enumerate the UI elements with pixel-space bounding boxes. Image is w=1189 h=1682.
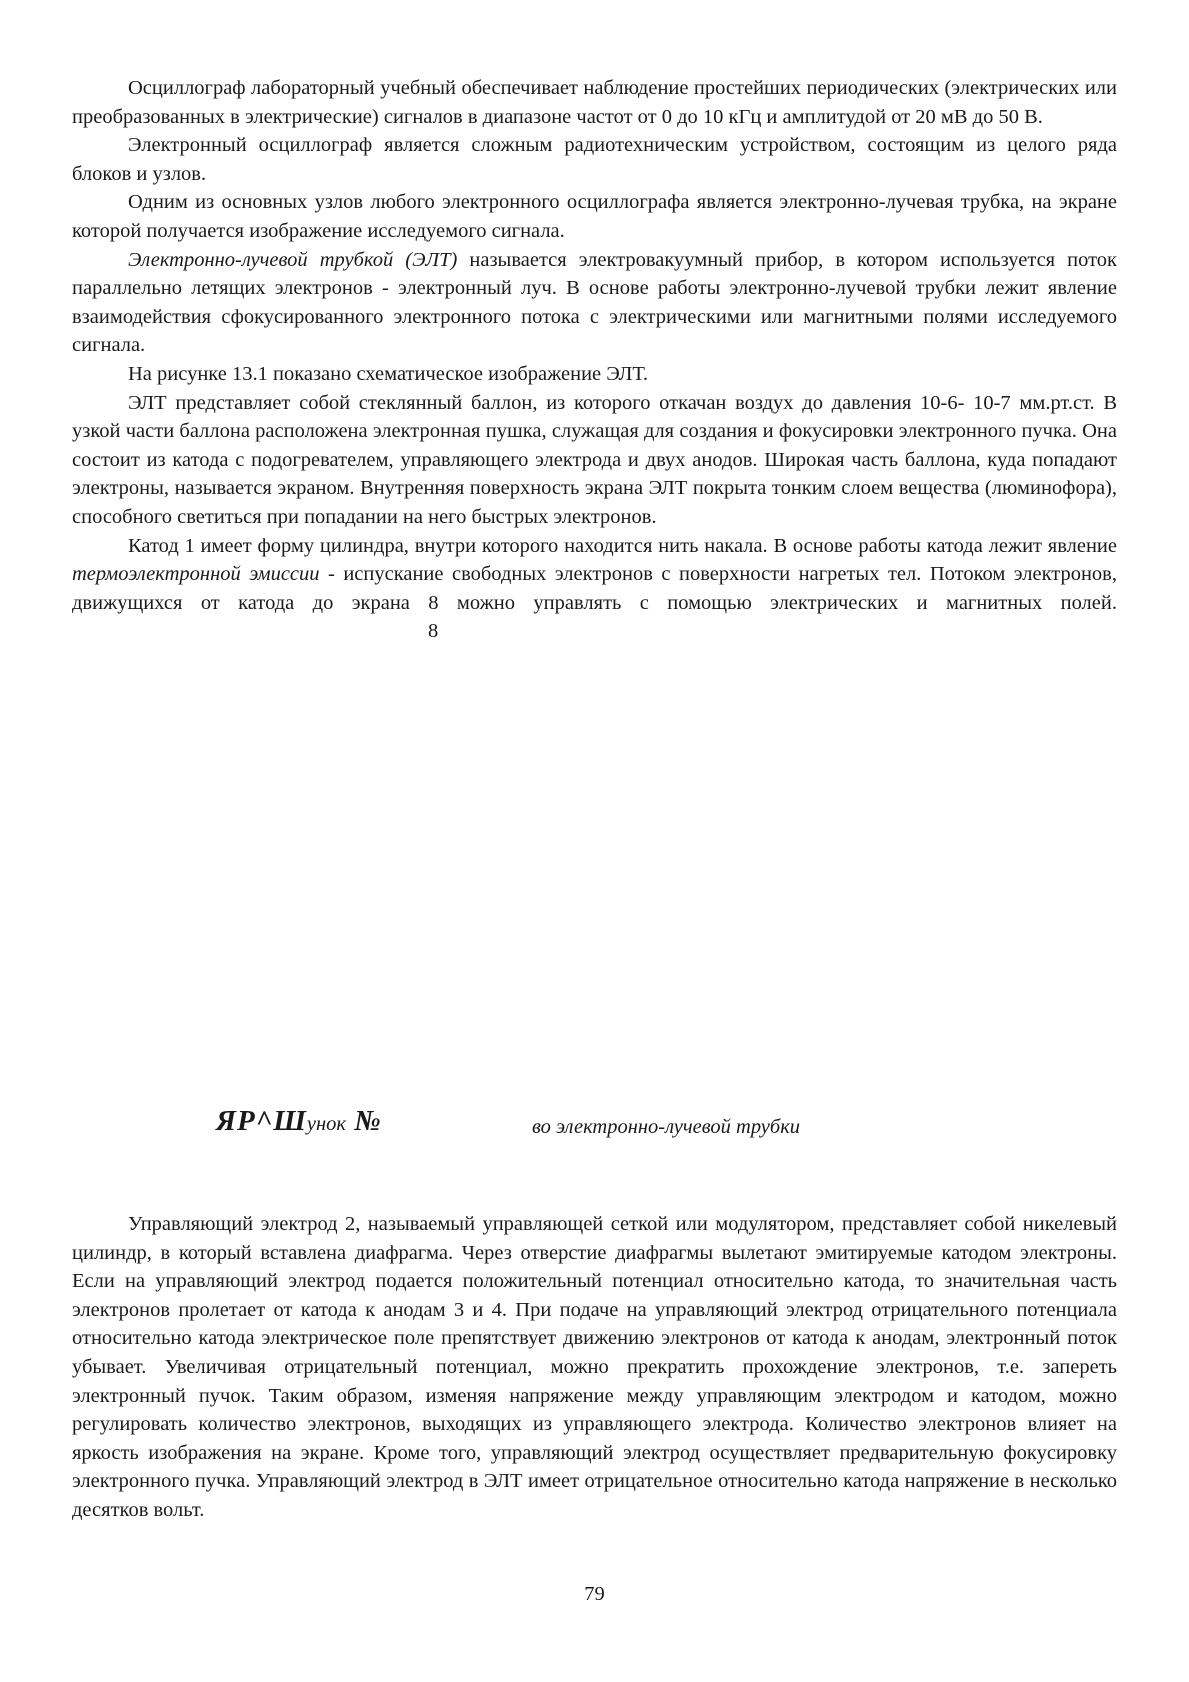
paragraph-1: Осциллограф лабораторный учебный обеспечивает наблюдение простейших периодических (электрических или преобразованных в электрические) сигналов в диапазоне частот от 0 до 10 кГц и амплитудой от 20 мВ до 50 В. — [72, 77, 1117, 128]
caption-tail: во электронно-лучевой трубки — [532, 1116, 801, 1138]
figure-caption — [216, 1107, 382, 1139]
caption-small: унок — [306, 1113, 346, 1135]
paragraph-3: Одним из основных узлов любого электронного осциллографа является электронно-лучевая трубка, на экране которой получается изображение исследуемого сигнала. — [72, 191, 1117, 242]
paragraph-4-rest: называется электровакуумный прибор, в котором используется поток параллельно летящих электронов - электронный луч. В основе работы электронно-лучевой трубки лежит явление взаимодействия сфокусированного электронного потока с электрическими или магнитными полями исследуемого сигнала. — [72, 248, 1117, 357]
top-text-block — [72, 74, 1117, 646]
page-number: 79 — [584, 1583, 605, 1605]
figure-placeholder — [72, 700, 1117, 1080]
paragraph-5: На рисунке 13.1 показано схематическое изображение ЭЛТ. — [128, 362, 649, 385]
paragraph-7 — [72, 532, 1117, 646]
paragraph-7-b: - испускание свободных электронов с поверхности нагретых тел. Потоком электронов, движущихся от катода до экрана 8 можно управлять с помощью электрических и магнитных полей. — [72, 563, 1117, 614]
figure-marker: 8 — [428, 620, 439, 643]
caption-number-sign: № — [345, 1105, 382, 1137]
paragraph-7-a: Катод 1 имеет форму цилиндра, внутри которого находится нить накала. В основе работы катода лежит явление — [128, 534, 1117, 557]
bottom-text-block — [72, 1210, 1117, 1525]
term-elt: Электронно-лучевой трубкой (ЭЛТ) — [128, 248, 458, 271]
paragraph-4 — [72, 246, 1117, 360]
paragraph-6: ЭЛТ представляет собой стеклянный баллон, из которого откачан воздух до давления 10-6- 10-7 мм.рт.ст. В узкой части баллона расположена электронная пушка, служащая для создания и фокусировки электронного пучка. Она состоит из катода с подогревателем, управляющего электрода и двух анодов. Широкая часть баллона, куда попадают электроны, называется экраном. Внутренняя поверхность экрана ЭЛТ покрыта тонким слоем вещества (люминофора), способного светиться при попадании на него быстрых электронов. — [72, 391, 1117, 528]
caption-bold: ЯР^Ш — [216, 1105, 307, 1137]
term-thermionic-emission: термоэлектронной эмиссии — [72, 563, 320, 586]
paragraph-8: Управляющий электрод 2, называемый управляющей сеткой или модулятором, представляет собой никелевый цилиндр, в который вставлена диафрагма. Через отверстие диафрагмы вылетают эмитируемые катодом электроны. Если на управляющий электрод подается положительный потенциал относительно катода, то значительная часть электронов пролетает от катода к анодам 3 и 4. При подаче на управляющий электрод отрицательного потенциала относительно катода электрическое поле препятствует движению электронов от катода к анодам, электронный поток убывает. Увеличивая отрицательный потенциал, можно прекратить прохождение электронов, т.е. запереть электронный пучок. Таким образом, изменяя напряжение между управляющим электродом и катодом, можно регулировать количество электронов, выходящих из управляющего электрода. Количество электронов влияет на яркость изображения на экране. Кроме того, управляющий электрод осуществляет предварительную фокусировку электронного пучка. Управляющий электрод в ЭЛТ имеет отрицательное относительно катода напряжение в несколько десятков вольт. — [72, 1213, 1117, 1521]
paragraph-2: Электронный осциллограф является сложным радиотехническим устройством, состоящим из целого ряда блоков и узлов. — [72, 134, 1117, 185]
